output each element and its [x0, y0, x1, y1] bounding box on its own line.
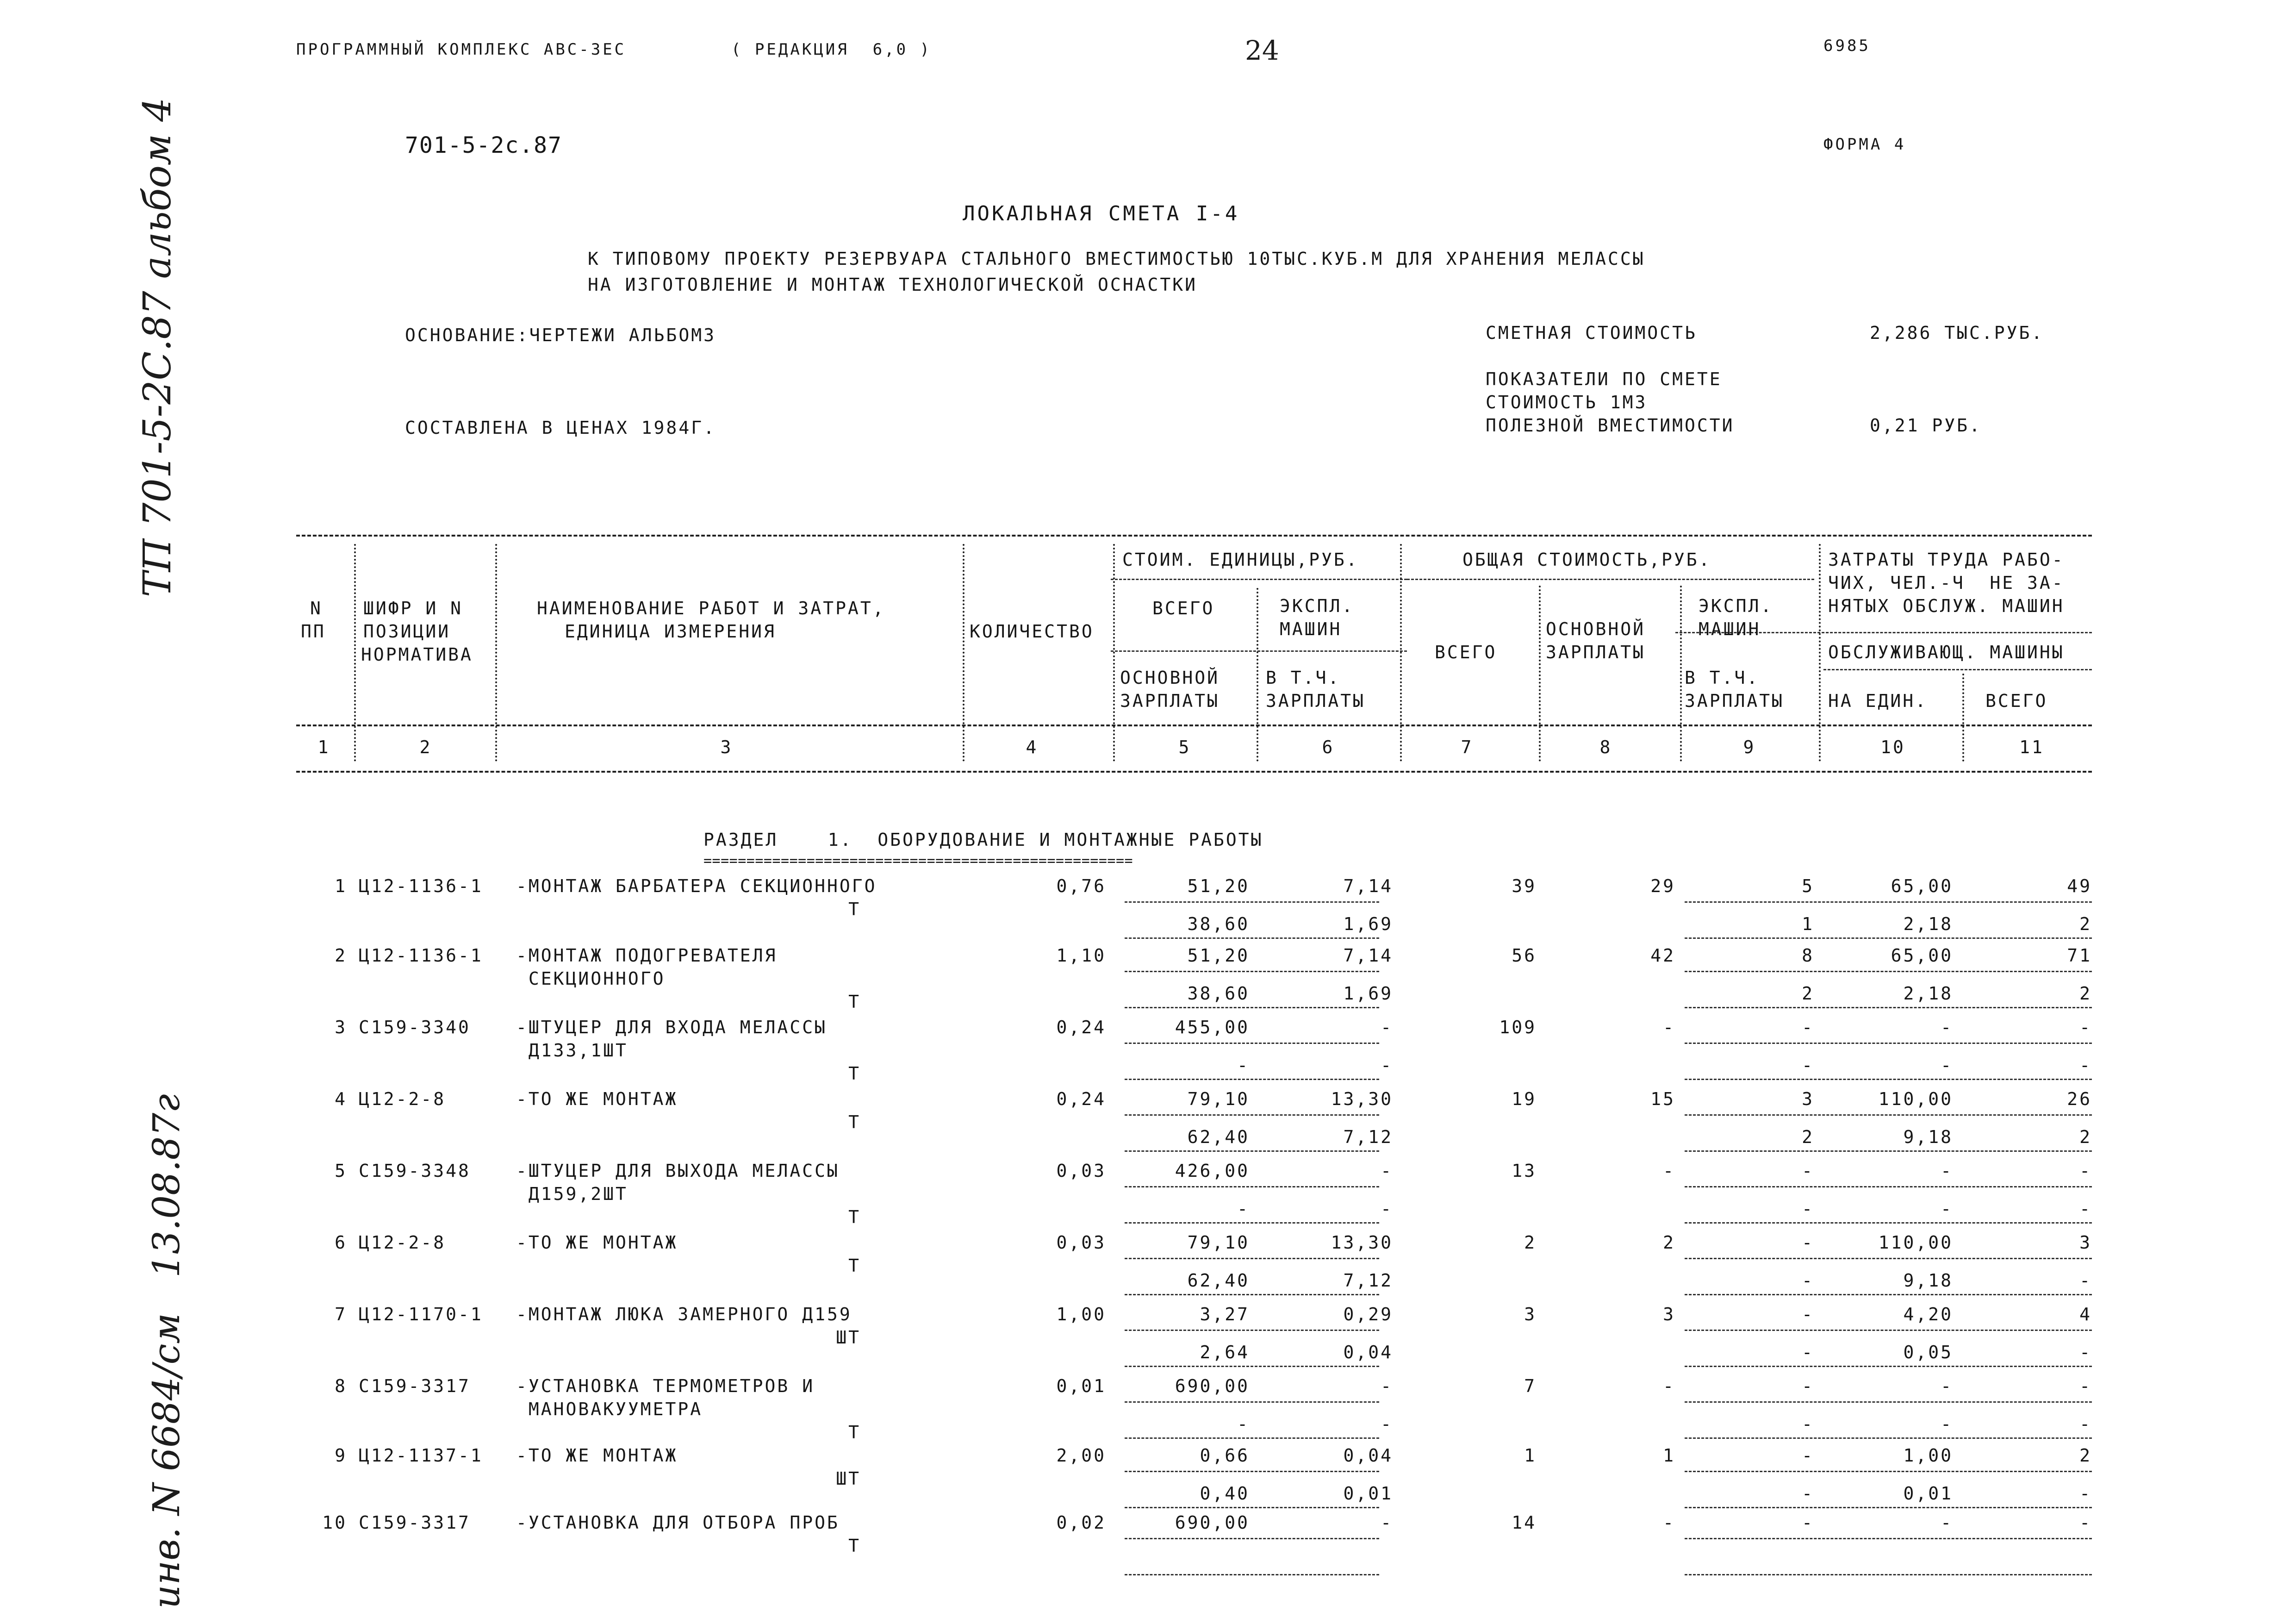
- total-basic-wages: 42: [1650, 945, 1675, 966]
- total-machines: -: [1802, 1232, 1814, 1253]
- unit-basic-wages: 0,40: [1200, 1483, 1250, 1504]
- row-rule-labor: [1685, 1471, 2092, 1472]
- header-inner-rule-5: [1823, 669, 2092, 670]
- labor-per-unit: 110,00: [1878, 1232, 1953, 1253]
- indicator-value: 0,21 РУБ.: [1870, 415, 1982, 436]
- total-basic-wages: 1: [1663, 1445, 1675, 1466]
- labor-serv-per-unit: -: [1941, 1055, 1953, 1075]
- row-rule-unit: [1125, 1043, 1379, 1044]
- total-basic-wages: -: [1663, 1376, 1675, 1396]
- total-incl-wages: -: [1802, 1055, 1814, 1075]
- col-sep-8: [1680, 586, 1682, 762]
- col1-head-a: N: [310, 598, 323, 618]
- unit-cost-machines: -: [1381, 1017, 1393, 1037]
- row-unit: Т: [848, 1255, 861, 1276]
- labor-total: -: [2079, 1161, 2092, 1181]
- unit-basic-head-a: ОСНОВНОЙ: [1120, 668, 1220, 688]
- labor-serv-total: -: [2079, 1199, 2092, 1219]
- total-basic-wages: 2: [1663, 1232, 1675, 1253]
- total-machines: -: [1802, 1161, 1814, 1181]
- total-cost: 1: [1524, 1445, 1537, 1466]
- labor-serv-total: -: [2079, 1342, 2092, 1362]
- total-incl-wages: -: [1802, 1414, 1814, 1434]
- header-inner-rule-3: [1111, 650, 1407, 652]
- labor-serv-total: -: [2079, 1270, 2092, 1291]
- labor-per-unit: -: [1941, 1376, 1953, 1396]
- row-number: 9: [335, 1445, 347, 1466]
- total-machines: -: [1802, 1445, 1814, 1466]
- row-name: -ШТУЦЕР ДЛЯ ВЫХОДА МЕЛАССЫ: [516, 1161, 840, 1181]
- col-sep-4: [1113, 544, 1115, 762]
- row-rule-labor-bottom: [1685, 1294, 2092, 1295]
- total-incl-wages: 1: [1802, 914, 1814, 934]
- row-rule-unit-bottom: [1125, 1437, 1379, 1439]
- total-cost: 3: [1524, 1304, 1537, 1324]
- row-rule-unit: [1125, 1186, 1379, 1187]
- row-number: 4: [335, 1089, 347, 1109]
- row-name: -УСТАНОВКА ДЛЯ ОТБОРА ПРОБ: [516, 1512, 840, 1533]
- labor-serv-head: ОБСЛУЖИВАЮЩ. МАШИНЫ: [1828, 642, 2065, 662]
- row-name: -МОНТАЖ ПОДОГРЕВАТЕЛЯ: [516, 945, 778, 966]
- unit-basic-wages: -: [1237, 1055, 1250, 1075]
- colnum-6: 6: [1322, 737, 1335, 757]
- total-cost: 7: [1524, 1376, 1537, 1396]
- unit-incl-wages: -: [1381, 1414, 1393, 1434]
- unit-cost-total: 690,00: [1175, 1376, 1250, 1396]
- total-basic-head-a: ОСНОВНОЙ: [1546, 619, 1646, 639]
- labor-serv-per-unit: 9,18: [1903, 1127, 1953, 1147]
- row-number: 10: [322, 1512, 347, 1533]
- labor-serv-total: 2: [2079, 914, 2092, 934]
- row-rule-labor-bottom: [1685, 1007, 2092, 1008]
- labor-serv-per-unit: 0,01: [1903, 1483, 1953, 1504]
- header-inner-rule-1: [1111, 579, 1407, 580]
- unit-basic-wages: -: [1237, 1414, 1250, 1434]
- row-quantity: 0,02: [1056, 1512, 1106, 1533]
- total-cost: 14: [1512, 1512, 1537, 1533]
- row-code: С159-3348: [359, 1161, 471, 1181]
- total-cost: 56: [1512, 945, 1537, 966]
- unit-cost-machines: -: [1381, 1512, 1393, 1533]
- row-number: 8: [335, 1376, 347, 1396]
- estimate-title: ЛОКАЛЬНАЯ СМЕТА I-4: [963, 202, 1240, 225]
- unit-incl-wages: 0,01: [1343, 1483, 1393, 1504]
- unit-incl-wages: 7,12: [1343, 1127, 1393, 1147]
- inventory-date: 13.08.87г: [145, 1094, 188, 1278]
- row-number: 7: [335, 1304, 347, 1324]
- labor-per-unit: 1,00: [1903, 1445, 1953, 1466]
- col3-head-a: НАИМЕНОВАНИЕ РАБОТ И ЗАТРАТ,: [537, 598, 885, 618]
- document-code: 6985: [1823, 37, 1871, 55]
- labor-serv-per-unit: 2,18: [1903, 914, 1953, 934]
- col3-head-b: ЕДИНИЦА ИЗМЕРЕНИЯ: [565, 621, 776, 642]
- labor-head-c: НЯТЫХ ОБСЛУЖ. МАШИН: [1828, 596, 2065, 616]
- unit-basic-wages: 38,60: [1187, 983, 1250, 1004]
- row-code: С159-3340: [359, 1017, 471, 1037]
- title-line-1: К ТИПОВОМУ ПРОЕКТУ РЕЗЕРВУАРА СТАЛЬНОГО ВМЕСТИМОСТЬЮ 10ТЫС.КУБ.М ДЛЯ ХРАНЕНИЯ МЕЛАССЫ: [588, 249, 1645, 269]
- row-name: -ТО ЖЕ МОНТАЖ: [516, 1089, 678, 1109]
- row-rule-labor-bottom: [1685, 1150, 2092, 1152]
- col2-head-c: НОРМАТИВА: [361, 644, 473, 665]
- row-name: -УСТАНОВКА ТЕРМОМЕТРОВ И: [516, 1376, 815, 1396]
- row-rule-labor-bottom: [1685, 1507, 2092, 1508]
- header-top-rule: [296, 535, 2092, 537]
- labor-serv-total: -: [2079, 1414, 2092, 1434]
- row-rule-unit: [1125, 1538, 1379, 1539]
- unit-incl-head-b: ЗАРПЛАТЫ: [1266, 691, 1366, 711]
- row-unit: ШТ: [836, 1468, 861, 1489]
- colnum-3: 3: [720, 737, 733, 757]
- total-cost: 39: [1512, 876, 1537, 896]
- row-code: Ц12-2-8: [359, 1089, 446, 1109]
- total-machines: -: [1802, 1512, 1814, 1533]
- labor-total: 3: [2079, 1232, 2092, 1253]
- unit-cost-head: СТОИМ. ЕДИНИЦЫ,РУБ.: [1122, 550, 1359, 570]
- row-number: 5: [335, 1161, 347, 1181]
- row-rule-unit-bottom: [1125, 1007, 1379, 1008]
- unit-cost-machines: 7,14: [1343, 945, 1393, 966]
- labor-total: 2: [2079, 1445, 2092, 1466]
- row-rule-unit-bottom: [1125, 1079, 1379, 1080]
- unit-basic-head-b: ЗАРПЛАТЫ: [1120, 691, 1220, 711]
- row-quantity: 1,10: [1056, 945, 1106, 966]
- row-rule-unit-bottom: [1125, 1366, 1379, 1367]
- colnum-2: 2: [419, 737, 432, 757]
- indicators-line-1: ПОКАЗАТЕЛИ ПО СМЕТЕ: [1486, 369, 1722, 389]
- unit-incl-wages: 0,04: [1343, 1342, 1393, 1362]
- estimated-cost-label: СМЕТНАЯ СТОИМОСТЬ: [1486, 323, 1697, 343]
- row-name: Д159,2ШТ: [516, 1184, 628, 1204]
- row-unit: Т: [848, 1536, 861, 1556]
- col-sep-10: [1962, 674, 1964, 762]
- labor-per-unit: 4,20: [1903, 1304, 1953, 1324]
- total-basic-wages: 15: [1650, 1089, 1675, 1109]
- labor-serv-total: 2: [2079, 983, 2092, 1004]
- unit-cost-total: 79,10: [1187, 1089, 1250, 1109]
- row-name: -МОНТАЖ БАРБАТЕРА СЕКЦИОННОГО: [516, 876, 877, 896]
- row-rule-unit: [1125, 1471, 1379, 1472]
- labor-total: -: [2079, 1512, 2092, 1533]
- total-all-head: ВСЕГО: [1435, 642, 1497, 662]
- total-incl-wages: -: [1802, 1483, 1814, 1504]
- row-rule-labor-bottom: [1685, 1222, 2092, 1224]
- colnum-7: 7: [1461, 737, 1474, 757]
- unit-cost-machines: 7,14: [1343, 876, 1393, 896]
- labor-per-unit: 65,00: [1891, 876, 1953, 896]
- col-sep-2: [495, 544, 497, 762]
- total-basic-wages: -: [1663, 1017, 1675, 1037]
- row-unit: ШТ: [836, 1327, 861, 1348]
- unit-incl-wages: 1,69: [1343, 914, 1393, 934]
- labor-serv-total: -: [2079, 1483, 2092, 1504]
- labor-serv-per-unit: -: [1941, 1414, 1953, 1434]
- total-cost: 13: [1512, 1161, 1537, 1181]
- row-name: Д133,1ШТ: [516, 1040, 628, 1061]
- labor-head-a: ЗАТРАТЫ ТРУДА РАБО-: [1828, 550, 2065, 570]
- row-name: СЕКЦИОННОГО: [516, 968, 666, 989]
- page-number: 24: [1245, 35, 1279, 66]
- total-machines: 3: [1802, 1089, 1814, 1109]
- unit-basic-wages: -: [1237, 1199, 1250, 1219]
- row-number: 2: [335, 945, 347, 966]
- row-rule-unit-bottom: [1125, 1294, 1379, 1295]
- col2-head-b: ПОЗИЦИИ: [363, 621, 451, 642]
- col-sep-6: [1400, 544, 1402, 762]
- total-basic-wages: 29: [1650, 876, 1675, 896]
- labor-per-unit: 110,00: [1878, 1089, 1953, 1109]
- project-stamp: ТП 701-5-2С.87 альбом 4: [136, 97, 180, 597]
- row-rule-unit: [1125, 1401, 1379, 1403]
- program-name: ПРОГРАММНЫЙ КОМПЛЕКС АВС-3ЕС: [296, 40, 627, 59]
- unit-cost-machines: 13,30: [1331, 1232, 1393, 1253]
- unit-cost-machines: 13,30: [1331, 1089, 1393, 1109]
- unit-cost-total: 426,00: [1175, 1161, 1250, 1181]
- col-sep-5: [1257, 588, 1258, 762]
- indicators-line-2: СТОИМОСТЬ 1М3: [1486, 392, 1648, 412]
- section-title: РАЗДЕЛ 1. ОБОРУДОВАНИЕ И МОНТАЖНЫЕ РАБОТЫ: [703, 830, 1263, 850]
- row-rule-labor: [1685, 1114, 2092, 1116]
- section-underline: ==================================================: [703, 853, 1133, 869]
- colnum-4: 4: [1026, 737, 1039, 757]
- row-rule-labor: [1685, 1538, 2092, 1539]
- labor-total: 49: [2067, 876, 2092, 896]
- header-inner-rule-2: [1407, 579, 1814, 580]
- row-rule-unit: [1125, 1330, 1379, 1331]
- row-unit: Т: [848, 1112, 861, 1132]
- row-rule-labor: [1685, 1258, 2092, 1259]
- unit-basic-wages: 62,40: [1187, 1127, 1250, 1147]
- unit-incl-wages: -: [1381, 1199, 1393, 1219]
- total-incl-wages: -: [1802, 1270, 1814, 1291]
- row-rule-labor: [1685, 901, 2092, 903]
- total-cost: 109: [1499, 1017, 1537, 1037]
- unit-cost-machines: -: [1381, 1161, 1393, 1181]
- unit-incl-wages: 7,12: [1343, 1270, 1393, 1291]
- row-rule-labor-bottom: [1685, 1437, 2092, 1439]
- colnum-1: 1: [317, 737, 330, 757]
- row-name: -ШТУЦЕР ДЛЯ ВХОДА МЕЛАССЫ: [516, 1017, 827, 1037]
- total-incl-head-a: В Т.Ч.: [1685, 668, 1760, 688]
- row-rule-unit-bottom: [1125, 1222, 1379, 1224]
- inventory-number: инв. N 6684/см: [145, 1313, 188, 1609]
- labor-serv-per-unit: 9,18: [1903, 1270, 1953, 1291]
- row-rule-labor: [1685, 971, 2092, 972]
- labor-total: 26: [2067, 1089, 2092, 1109]
- price-basis-label: СОСТАВЛЕНА В ЦЕНАХ 1984Г.: [405, 418, 716, 438]
- unit-cost-machines: 0,04: [1343, 1445, 1393, 1466]
- row-unit: Т: [848, 992, 861, 1012]
- row-quantity: 0,03: [1056, 1161, 1106, 1181]
- total-incl-wages: 2: [1802, 1127, 1814, 1147]
- total-machines: 5: [1802, 876, 1814, 896]
- row-rule-labor: [1685, 1186, 2092, 1187]
- unit-incl-head-a: В Т.Ч.: [1266, 668, 1341, 688]
- row-quantity: 2,00: [1056, 1445, 1106, 1466]
- row-quantity: 0,24: [1056, 1017, 1106, 1037]
- row-rule-unit: [1125, 971, 1379, 972]
- row-rule-labor-bottom: [1685, 1574, 2092, 1575]
- row-quantity: 0,76: [1056, 876, 1106, 896]
- unit-cost-total: 79,10: [1187, 1232, 1250, 1253]
- estimated-cost-value: 2,286 ТЫС.РУБ.: [1870, 323, 2044, 343]
- row-rule-unit-bottom: [1125, 937, 1379, 939]
- total-incl-wages: 2: [1802, 983, 1814, 1004]
- row-quantity: 0,03: [1056, 1232, 1106, 1253]
- labor-serv-total: -: [2079, 1055, 2092, 1075]
- row-name: -ТО ЖЕ МОНТАЖ: [516, 1232, 678, 1253]
- row-name: -ТО ЖЕ МОНТАЖ: [516, 1445, 678, 1466]
- unit-basic-wages: 38,60: [1187, 914, 1250, 934]
- row-quantity: 0,24: [1056, 1089, 1106, 1109]
- row-unit: Т: [848, 1422, 861, 1443]
- row-code: Ц12-2-8: [359, 1232, 446, 1253]
- row-code: С159-3317: [359, 1512, 471, 1533]
- total-incl-wages: -: [1802, 1342, 1814, 1362]
- form-label: ФОРМА 4: [1823, 135, 1906, 154]
- unit-cost-total: 690,00: [1175, 1512, 1250, 1533]
- labor-per-unit: -: [1941, 1017, 1953, 1037]
- row-rule-labor: [1685, 1330, 2092, 1331]
- unit-basic-wages: 2,64: [1200, 1342, 1250, 1362]
- project-code: 701-5-2с.87: [405, 132, 562, 158]
- row-rule-labor-bottom: [1685, 1079, 2092, 1080]
- unit-cost-machines: 0,29: [1343, 1304, 1393, 1324]
- row-rule-unit-bottom: [1125, 1507, 1379, 1508]
- total-basic-head-b: ЗАРПЛАТЫ: [1546, 642, 1646, 662]
- total-cost: 2: [1524, 1232, 1537, 1253]
- edition-label: ( РЕДАКЦИЯ 6,0 ): [731, 40, 932, 59]
- row-number: 6: [335, 1232, 347, 1253]
- total-cost-head: ОБЩАЯ СТОИМОСТЬ,РУБ.: [1462, 550, 1711, 570]
- row-unit: Т: [848, 899, 861, 919]
- unit-total-head: ВСЕГО: [1152, 598, 1215, 618]
- total-incl-wages: -: [1802, 1199, 1814, 1219]
- total-cost: 19: [1512, 1089, 1537, 1109]
- row-rule-labor-bottom: [1685, 937, 2092, 939]
- labor-total: 4: [2079, 1304, 2092, 1324]
- labor-head-b: ЧИХ, ЧЕЛ.-Ч НЕ ЗА-: [1828, 573, 2065, 593]
- labor-total: 71: [2067, 945, 2092, 966]
- unit-cost-total: 51,20: [1187, 945, 1250, 966]
- unit-expl-head-a: ЭКСПЛ.: [1280, 596, 1355, 616]
- col-sep-7: [1539, 586, 1541, 762]
- row-name: -МОНТАЖ ЛЮКА ЗАМЕРНОГО Д159: [516, 1304, 852, 1324]
- col2-head-a: ШИФР И N: [363, 598, 463, 618]
- total-machines: -: [1802, 1017, 1814, 1037]
- labor-per-unit: -: [1941, 1161, 1953, 1181]
- unit-expl-head-b: МАШИН: [1280, 619, 1342, 639]
- row-rule-unit: [1125, 1114, 1379, 1116]
- labor-total-head: ВСЕГО: [1985, 691, 2048, 711]
- row-rule-labor: [1685, 1401, 2092, 1403]
- unit-basic-wages: 62,40: [1187, 1270, 1250, 1291]
- total-incl-head-b: ЗАРПЛАТЫ: [1685, 691, 1785, 711]
- labor-total: -: [2079, 1017, 2092, 1037]
- row-name: МАНОВАКУУМЕТРА: [516, 1399, 703, 1419]
- colnum-5: 5: [1178, 737, 1191, 757]
- labor-serv-per-unit: 0,05: [1903, 1342, 1953, 1362]
- unit-cost-total: 0,66: [1200, 1445, 1250, 1466]
- col-sep-1: [354, 544, 356, 762]
- indicators-line-3: ПОЛЕЗНОЙ ВМЕСТИМОСТИ: [1486, 415, 1735, 436]
- unit-cost-total: 455,00: [1175, 1017, 1250, 1037]
- row-unit: Т: [848, 1207, 861, 1227]
- labor-serv-total: 2: [2079, 1127, 2092, 1147]
- row-rule-unit: [1125, 1258, 1379, 1259]
- col4-head: КОЛИЧЕСТВО: [970, 621, 1094, 642]
- row-rule-unit: [1125, 901, 1379, 903]
- colnum-10: 10: [1880, 737, 1905, 757]
- row-quantity: 0,01: [1056, 1376, 1106, 1396]
- row-code: Ц12-1136-1: [359, 945, 483, 966]
- total-expl-head-a: ЭКСПЛ.: [1699, 596, 1773, 616]
- basis-label: ОСНОВАНИЕ:ЧЕРТЕЖИ АЛЬБОМ3: [405, 325, 716, 345]
- row-code: Ц12-1136-1: [359, 876, 483, 896]
- total-basic-wages: -: [1663, 1512, 1675, 1533]
- title-line-2: НА ИЗГОТОВЛЕНИЕ И МОНТАЖ ТЕХНОЛОГИЧЕСКОЙ ОСНАСТКИ: [588, 275, 1198, 295]
- labor-per-unit: 65,00: [1891, 945, 1953, 966]
- total-machines: -: [1802, 1376, 1814, 1396]
- col-sep-9: [1819, 544, 1821, 762]
- row-rule-unit-bottom: [1125, 1150, 1379, 1152]
- row-rule-labor: [1685, 1043, 2092, 1044]
- total-machines: 8: [1802, 945, 1814, 966]
- unit-cost-machines: -: [1381, 1376, 1393, 1396]
- row-code: С159-3317: [359, 1376, 471, 1396]
- row-number: 1: [335, 876, 347, 896]
- total-machines: -: [1802, 1304, 1814, 1324]
- colnum-9: 9: [1743, 737, 1756, 757]
- row-rule-labor-bottom: [1685, 1366, 2092, 1367]
- labor-serv-per-unit: -: [1941, 1199, 1953, 1219]
- total-basic-wages: 3: [1663, 1304, 1675, 1324]
- row-code: Ц12-1170-1: [359, 1304, 483, 1324]
- labor-total: -: [2079, 1376, 2092, 1396]
- unit-incl-wages: -: [1381, 1055, 1393, 1075]
- row-number: 3: [335, 1017, 347, 1037]
- row-rule-unit-bottom: [1125, 1574, 1379, 1575]
- col-sep-3: [963, 544, 964, 762]
- row-code: Ц12-1137-1: [359, 1445, 483, 1466]
- header-mid-rule: [296, 725, 2092, 726]
- header-bottom-rule: [296, 771, 2092, 773]
- total-basic-wages: -: [1663, 1161, 1675, 1181]
- col1-head-b: ПП: [301, 621, 326, 642]
- colnum-11: 11: [2019, 737, 2044, 757]
- total-expl-head-b: МАШИН: [1699, 619, 1761, 639]
- row-unit: Т: [848, 1063, 861, 1084]
- labor-serv-per-unit: 2,18: [1903, 983, 1953, 1004]
- labor-unit-head: НА ЕДИН.: [1828, 691, 1928, 711]
- row-quantity: 1,00: [1056, 1304, 1106, 1324]
- unit-cost-total: 51,20: [1187, 876, 1250, 896]
- unit-incl-wages: 1,69: [1343, 983, 1393, 1004]
- labor-per-unit: -: [1941, 1512, 1953, 1533]
- colnum-8: 8: [1599, 737, 1612, 757]
- unit-cost-total: 3,27: [1200, 1304, 1250, 1324]
